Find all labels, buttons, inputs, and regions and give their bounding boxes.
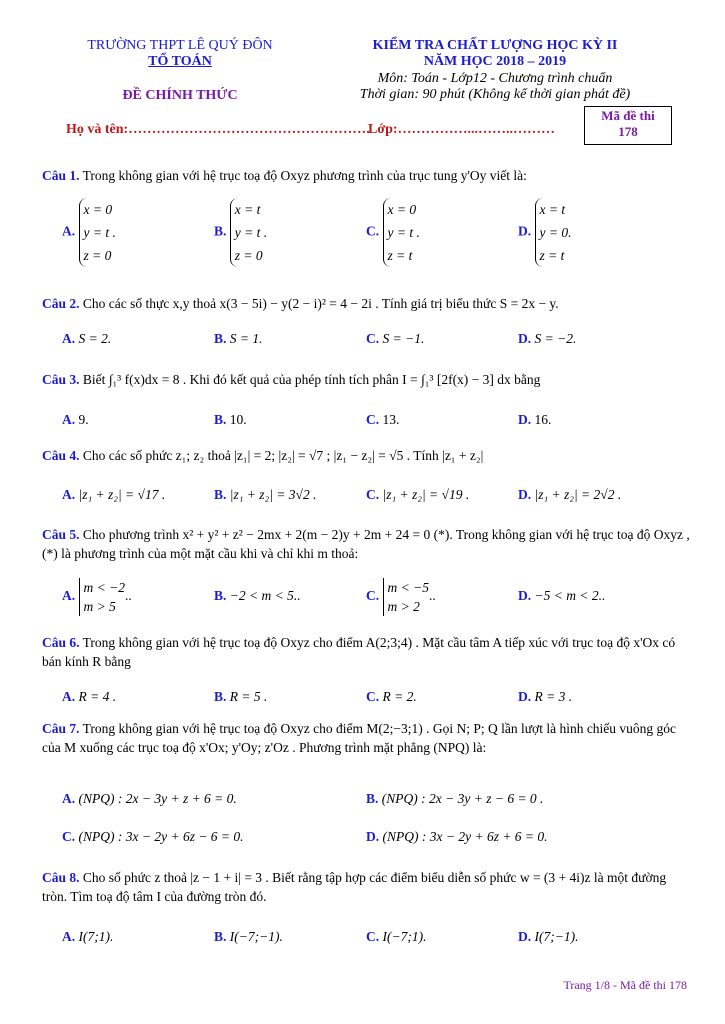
q7-option-b[interactable] [366, 790, 543, 808]
q8-option-a[interactable] [62, 928, 113, 946]
option-label: C. [366, 223, 380, 239]
option-text: S = 1. [229, 331, 263, 346]
option-text: (NPQ) : 2x − 3y + z − 6 = 0 . [381, 791, 544, 806]
option-text: |z₁ + z₂| = √19 . [382, 487, 470, 502]
equation-system [383, 198, 420, 267]
system-line: x = 0 [83, 202, 113, 217]
q4-option-b[interactable] [214, 486, 316, 504]
option-label: A. [62, 588, 76, 604]
q2-option-b[interactable] [214, 330, 263, 348]
option-label: C. [366, 412, 380, 427]
q2-option-a[interactable] [62, 330, 111, 348]
q4-option-d[interactable] [518, 486, 621, 504]
option-label: D. [518, 412, 532, 427]
q3-option-d[interactable] [518, 411, 551, 429]
exam-code-label: Mã đề thi [601, 108, 655, 123]
equation-system [535, 198, 572, 267]
option-text: I(7;1). [78, 929, 114, 944]
exam-code-value: 178 [618, 124, 638, 139]
name-field: Họ và tên:……………………………………………. [66, 122, 370, 137]
system-line: y = t . [234, 225, 268, 240]
question-text: Cho số phức z thoả |z − 1 + i| = 3 . Biết rằng tập hợp các điểm biểu diễn số phức w = (3 + 4i)z là một đường tròn. Tìm toạ độ tâm I của đường tròn đó. [42, 870, 667, 904]
option-label: D. [518, 223, 532, 239]
option-text: (NPQ) : 3x − 2y + 6z + 6 = 0. [382, 829, 548, 844]
question-4 [42, 446, 690, 465]
q5-option-d[interactable] [518, 587, 605, 605]
question-8 [42, 868, 690, 906]
option-label: C. [366, 929, 380, 944]
option-text: |z₁ + z₂| = √17 . [78, 487, 166, 502]
q1-option-a[interactable] [62, 198, 116, 267]
system-line: z = t [539, 248, 565, 263]
question-6 [42, 633, 690, 671]
q6-option-c[interactable] [366, 688, 417, 706]
option-text: R = 4 . [78, 689, 117, 704]
option-text: 10. [229, 412, 247, 427]
question-7 [42, 719, 690, 757]
option-text: 13. [382, 412, 400, 427]
question-text: Cho phương trình x² + y² + z² − 2mx + 2(m − 2)y + 2m + 24 = 0 (*). Trong không gian với hệ trục toạ độ Oxyz , (*) là phương trình của một mặt cầu khi và chỉ khi m thoả: [42, 527, 690, 561]
official-label: ĐỀ CHÍNH THỨC [122, 88, 238, 103]
q4-option-c[interactable] [366, 486, 469, 504]
option-suffix: .. [124, 588, 132, 604]
q6-option-b[interactable] [214, 688, 267, 706]
option-suffix: .. [428, 588, 436, 604]
subject-line: Môn: Toán - Lớp12 - Chương trình chuẩn [377, 71, 613, 86]
q8-option-d[interactable] [518, 928, 578, 946]
q3-option-a[interactable] [62, 411, 89, 429]
q7-option-c[interactable] [62, 828, 244, 846]
system-line: m > 2 [387, 599, 420, 614]
option-text: R = 2. [382, 689, 417, 704]
q6-option-a[interactable] [62, 688, 116, 706]
question-text: Cho các số phức z₁; z₂ thoả |z₁| = 2; |z₂| = √7 ; |z₁ − z₂| = √5 . Tính |z₁ + z₂| [82, 448, 484, 463]
question-label: Câu 5. [42, 527, 80, 542]
question-text: Trong không gian với hệ trục toạ độ Oxyz cho điểm A(2;3;4) . Mặt cầu tâm A tiếp xúc với trục toạ độ x'Ox có bán kính R bằng [42, 635, 676, 669]
system-line: z = 0 [234, 248, 263, 263]
system-line: x = t [539, 202, 566, 217]
q5-option-b[interactable] [214, 587, 301, 605]
q4-option-a[interactable] [62, 486, 165, 504]
option-text: −2 < m < 5.. [229, 588, 301, 603]
option-text: S = −2. [534, 331, 577, 346]
q5-option-c[interactable] [366, 578, 436, 616]
system-line: y = t . [83, 225, 116, 240]
exam-title: KIỂM TRA CHẤT LƯỢNG HỌC KỲ II [372, 38, 618, 53]
q2-option-c[interactable] [366, 330, 424, 348]
option-text: |z₁ + z₂| = 2√2 . [534, 487, 622, 502]
question-label: Câu 8. [42, 870, 80, 885]
option-label: B. [366, 791, 379, 806]
q5-option-a[interactable] [62, 578, 132, 616]
question-label: Câu 1. [42, 168, 80, 183]
system-line: m < −5 [387, 580, 429, 595]
option-label: B. [214, 487, 227, 502]
option-label: A. [62, 487, 76, 502]
q3-option-b[interactable] [214, 411, 247, 429]
option-text: (NPQ) : 3x − 2y + 6z − 6 = 0. [78, 829, 244, 844]
option-text: |z₁ + z₂| = 3√2 . [229, 487, 317, 502]
option-text: −5 < m < 2.. [534, 588, 606, 603]
option-label: C. [366, 331, 380, 346]
q1-option-c[interactable] [366, 198, 420, 267]
q1-option-d[interactable] [518, 198, 571, 267]
bracket-system [383, 578, 429, 616]
option-text: 9. [78, 412, 89, 427]
question-label: Câu 6. [42, 635, 80, 650]
option-label: C. [366, 588, 380, 604]
option-label: A. [62, 929, 76, 944]
school-year: NĂM HỌC 2018 – 2019 [423, 54, 567, 69]
option-label: C. [366, 487, 380, 502]
option-label: B. [214, 588, 227, 603]
option-label: D. [518, 588, 532, 603]
system-line: x = t [234, 202, 261, 217]
option-label: D. [518, 929, 532, 944]
department: TỔ TOÁN [148, 54, 212, 69]
q6-option-d[interactable] [518, 688, 572, 706]
equation-system [230, 198, 267, 267]
system-line: x = 0 [387, 202, 417, 217]
option-label: B. [214, 223, 227, 239]
class-field: Lớp:……………...……..……… [368, 122, 556, 137]
option-text: I(7;−1). [534, 929, 579, 944]
option-label: A. [62, 331, 76, 346]
time-line: Thời gian: 90 phút (Không kể thời gian phát đề) [359, 87, 631, 102]
question-label: Câu 7. [42, 721, 80, 736]
option-label: D. [518, 689, 532, 704]
system-line: m > 5 [83, 599, 116, 614]
system-line: z = t [387, 248, 413, 263]
question-5 [42, 525, 690, 563]
system-line: m < −2 [83, 580, 125, 595]
bracket-system [79, 578, 125, 616]
option-label: D. [518, 487, 532, 502]
question-1 [42, 166, 690, 185]
question-3 [42, 370, 690, 389]
question-label: Câu 2. [42, 296, 80, 311]
option-text: 16. [534, 412, 552, 427]
option-label: B. [214, 929, 227, 944]
system-line: y = 0. [539, 225, 572, 240]
option-text: I(−7;−1). [229, 929, 283, 944]
question-text: Biết ∫₁³ f(x)dx = 8 . Khi đó kết quả của phép tính tích phân I = ∫₁³ [2f(x) − 3] dx bằng [82, 372, 541, 387]
option-label: D. [366, 829, 380, 844]
option-label: A. [62, 412, 76, 427]
option-label: D. [518, 331, 532, 346]
question-text: Trong không gian với hệ trục toạ độ Oxyz phương trình của trục tung y'Oy viết là: [82, 168, 527, 183]
question-text: Trong không gian với hệ trục toạ độ Oxyz cho điểm M(2;−3;1) . Gọi N; P; Q lần lượt là hình chiếu vuông góc của M xuống các trục toạ độ x'Ox; y'Oy; z'Oz . Phương trình mặt phẳng (NPQ) là: [42, 721, 677, 755]
question-label: Câu 3. [42, 372, 80, 387]
option-label: C. [366, 689, 380, 704]
option-label: A. [62, 223, 76, 239]
q8-option-b[interactable] [214, 928, 283, 946]
exam-code-box [584, 106, 672, 145]
option-label: B. [214, 412, 227, 427]
q2-option-d[interactable] [518, 330, 576, 348]
option-label: B. [214, 689, 227, 704]
q1-option-b[interactable] [214, 198, 267, 267]
school-name: TRƯỜNG THPT LÊ QUÝ ĐÔN [87, 38, 273, 53]
option-text: S = −1. [382, 331, 425, 346]
page-footer: Trang 1/8 - Mã đề thi 178 [563, 978, 687, 992]
option-label: A. [62, 689, 76, 704]
option-label: B. [214, 331, 227, 346]
system-line: z = 0 [83, 248, 112, 263]
option-text: S = 2. [78, 331, 112, 346]
option-text: I(−7;1). [382, 929, 427, 944]
question-label: Câu 4. [42, 448, 80, 463]
option-text: R = 3 . [534, 689, 573, 704]
question-2 [42, 294, 690, 313]
option-text: (NPQ) : 2x − 3y + z + 6 = 0. [78, 791, 237, 806]
q7-option-a[interactable] [62, 790, 237, 808]
option-label: A. [62, 791, 76, 806]
system-line: y = t . [387, 225, 420, 240]
q7-option-d[interactable] [366, 828, 548, 846]
question-text: Cho các số thực x,y thoả x(3 − 5i) − y(2 − i)² = 4 − 2i . Tính giá trị biểu thức S = 2x − y. [82, 296, 559, 311]
equation-system [79, 198, 116, 267]
option-label: C. [62, 829, 76, 844]
q3-option-c[interactable] [366, 411, 399, 429]
q8-option-c[interactable] [366, 928, 426, 946]
option-text: R = 5 . [229, 689, 268, 704]
